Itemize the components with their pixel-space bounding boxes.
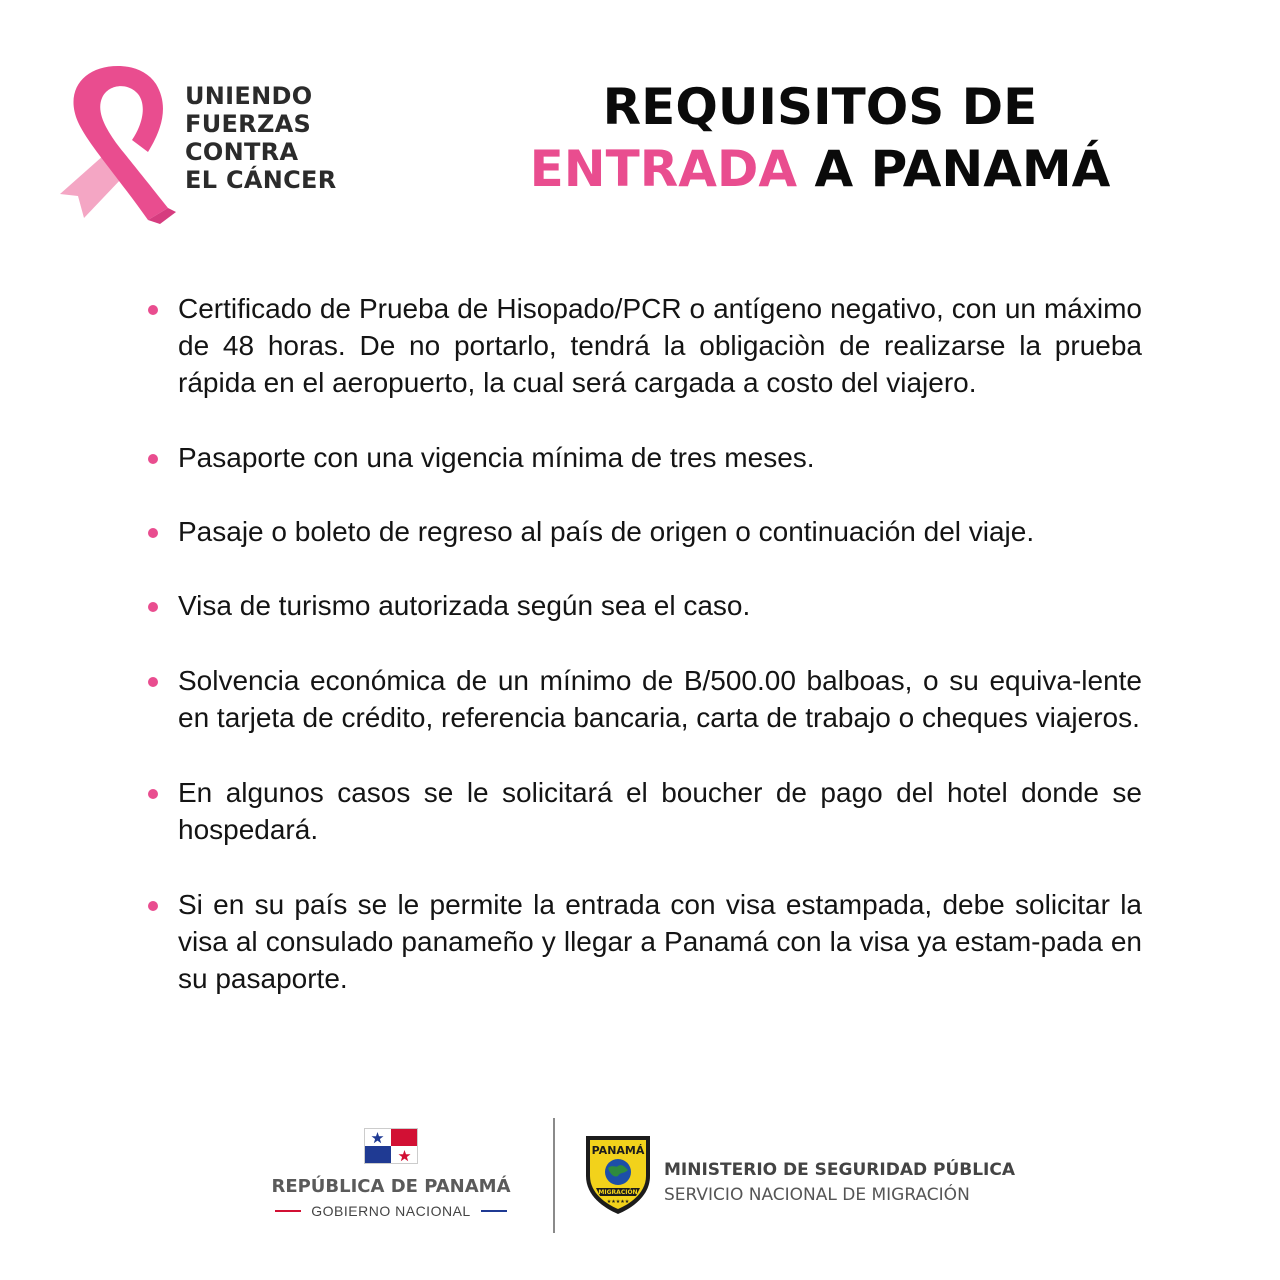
requirement-text: Si en su país se le permite la entrada con visa estampada, debe solicitar la visa al consulado panameño y llegar a Panamá con la visa ya estam-pada en su pasaporte. [178, 889, 1142, 994]
shield-stars: ★★★★★ [606, 1199, 630, 1205]
bullet-icon [148, 528, 158, 538]
requirement-text: En algunos casos se le solicitará el boucher de pago del hotel donde se hospedará. [178, 777, 1142, 845]
page-title [440, 76, 1200, 200]
gobierno-row [250, 1203, 532, 1219]
list-item [142, 662, 1142, 736]
campaign-line: FUERZAS [185, 110, 312, 138]
requirement-text: Pasaporte con una vigencia mínima de tres meses. [178, 442, 815, 473]
gobierno-label: GOBIERNO NACIONAL [311, 1203, 471, 1219]
list-item [142, 439, 1142, 476]
bullet-icon [148, 789, 158, 799]
list-item [142, 774, 1142, 848]
panama-flag-icon [364, 1128, 418, 1164]
requirement-text: Visa de turismo autorizada según sea el caso. [178, 590, 751, 621]
bullet-icon [148, 901, 158, 911]
title-line-2 [440, 138, 1200, 200]
republica-label: REPÚBLICA DE PANAMÁ [271, 1176, 511, 1197]
shield-top-text: PANAMÁ [591, 1144, 645, 1157]
ministerio-label: MINISTERIO DE SEGURIDAD PÚBLICA [664, 1160, 1016, 1180]
footer-divider [553, 1118, 555, 1233]
requirement-text: Pasaje o boleto de regreso al país de origen o continuación del viaje. [178, 516, 1035, 547]
bullet-icon [148, 677, 158, 687]
campaign-line: CONTRA [185, 138, 299, 166]
divider-dash [275, 1210, 301, 1212]
pink-ribbon-heart-icon [56, 60, 186, 225]
bullet-icon [148, 454, 158, 464]
campaign-name [185, 82, 337, 194]
gobierno-logo [250, 1128, 532, 1219]
migracion-shield-icon [582, 1132, 654, 1216]
list-item [142, 587, 1142, 624]
bullet-icon [148, 305, 158, 315]
requirement-text: Solvencia económica de un mínimo de B/500.00 balboas, o su equiva-lente en tarjeta de crédito, referencia bancaria, carta de trabajo o cheques viajeros. [178, 665, 1142, 733]
list-item [142, 513, 1142, 550]
divider-dash [481, 1210, 507, 1212]
bullet-icon [148, 602, 158, 612]
list-item [142, 886, 1142, 997]
title-line-1: REQUISITOS DE [602, 78, 1038, 136]
servicio-label: SERVICIO NACIONAL DE MIGRACIÓN [664, 1185, 970, 1205]
requirement-text: Certificado de Prueba de Hisopado/PCR o antígeno negativo, con un máximo de 48 horas. De no portarlo, tendrá la obligaciòn de realizarse la prueba rápida en el aeropuerto, la cual será cargada a costo del viajero. [178, 293, 1142, 398]
campaign-line: EL CÁNCER [185, 166, 337, 194]
title-highlight: ENTRADA [529, 140, 798, 198]
list-item [142, 290, 1142, 401]
title-rest: A PANAMÁ [797, 140, 1111, 198]
requirements-list [142, 290, 1142, 997]
campaign-line: UNIENDO [185, 82, 313, 110]
shield-bottom-text: MIGRACIÓN [598, 1189, 638, 1196]
